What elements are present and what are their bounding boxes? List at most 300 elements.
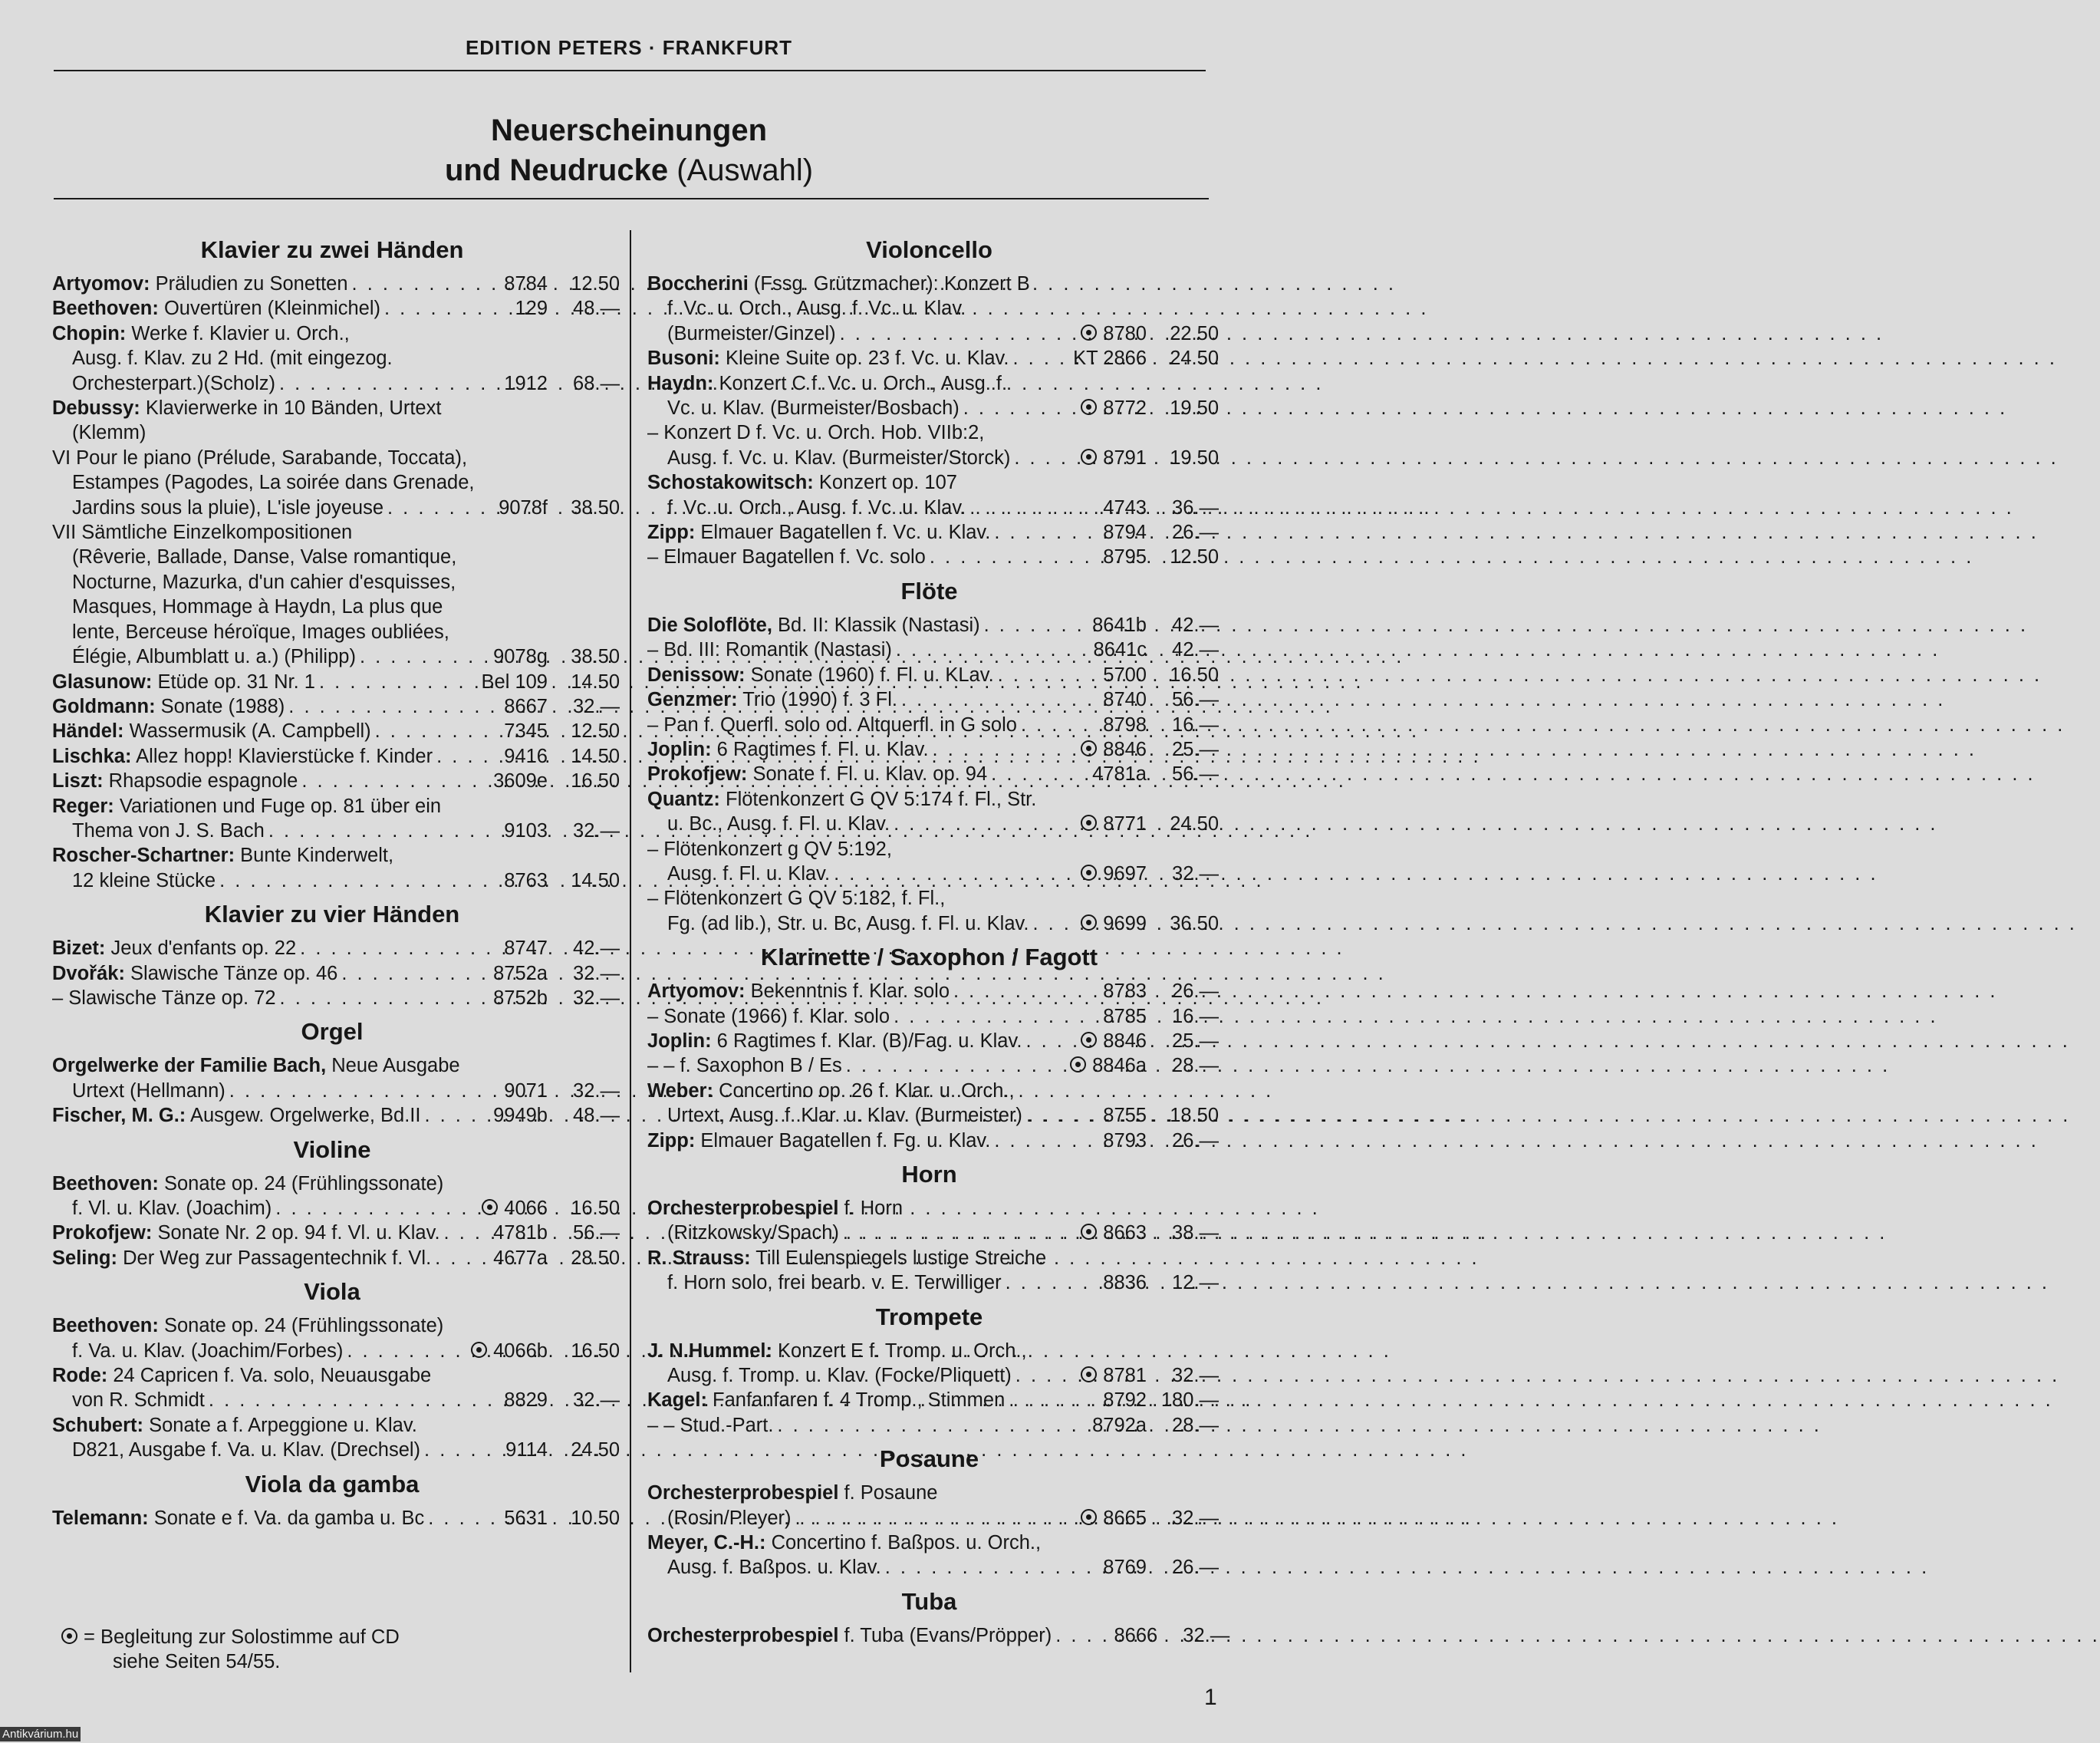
section: [647, 1580, 1230, 1648]
catalog-entry: [52, 936, 620, 960]
entry-text: [52, 744, 433, 769]
leader-dots: [380, 296, 488, 321]
composer-name: Die Soloflöte,: [647, 614, 772, 636]
section-title: Violine: [293, 1135, 371, 1163]
cd-icon: [1081, 914, 1097, 931]
catalog-number: [1058, 396, 1147, 420]
catalog-number-value: KT 2866: [1073, 348, 1147, 370]
catalog-number: [1058, 1363, 1147, 1388]
work-title: 12 kleine Stücke: [72, 869, 216, 891]
section-title: Posaune: [879, 1445, 979, 1473]
entry-text: [72, 1196, 272, 1221]
catalog-number-value: 9078f: [499, 496, 548, 519]
entry-text: [72, 644, 356, 669]
work-title: u. Bc., Ausg. f. Fl. u. Klav.: [667, 813, 890, 835]
composer-name: Weber:: [647, 1079, 713, 1102]
catalog-number: [1058, 346, 1147, 371]
leader-dots: [383, 496, 488, 520]
entry-text: [72, 620, 449, 644]
entry-text: [647, 762, 987, 786]
leader-dots: [433, 744, 488, 769]
entry-line: [52, 1438, 620, 1462]
section-title: Horn: [901, 1161, 957, 1188]
work-title: Werke f. Klavier u. Orch.,: [131, 322, 350, 344]
entry-line: [647, 1103, 1219, 1128]
work-title: Bd. II: Klassik (Nastasi): [778, 614, 980, 636]
entry-line: [52, 744, 620, 769]
work-title: Trio (1990) f. 3 Fl.: [742, 689, 897, 711]
catalog-number-value: 1912: [504, 372, 548, 394]
entry-line: [647, 496, 1219, 520]
leader-dots: [792, 1506, 1058, 1530]
catalog-entry: [647, 1029, 1219, 1053]
entry-text: [647, 1029, 1022, 1053]
entry-text: [52, 936, 296, 960]
work-title: Rhapsodie espagnole: [108, 770, 298, 792]
price: 56.—: [1172, 763, 1219, 786]
work-title: – Pan f. Querfl. solo od. Altquerfl. in G solo: [647, 713, 1017, 736]
work-title: – Elmauer Bagatellen f. Vc. solo: [647, 546, 926, 568]
work-title: Sonate (1960) f. Fl. u. KLav.: [750, 664, 994, 686]
entry-line: [52, 644, 620, 669]
catalog-entry: [647, 1246, 1219, 1296]
work-title: f. Vl. u. Klav. (Joachim): [72, 1198, 272, 1219]
entry-text: [667, 1103, 1022, 1128]
cd-icon: [1081, 449, 1097, 465]
catalog-number-value: 8769: [1103, 1557, 1147, 1579]
catalog-number: [1058, 762, 1147, 786]
entry-text: [647, 1004, 890, 1029]
section: [647, 1438, 1219, 1580]
price: 32.—: [573, 1389, 620, 1412]
leader-dots: [950, 979, 1058, 1003]
composer-name: Händel:: [52, 720, 124, 743]
leader-dots: [1017, 713, 1058, 737]
catalog-entry: [647, 737, 1219, 762]
entry-line: [52, 496, 620, 520]
page-title-bold: und Neudrucke: [444, 153, 669, 187]
composer-name: Haydn:: [647, 372, 714, 394]
catalog-entry: [52, 1103, 620, 1128]
price: 32.—: [1172, 1507, 1219, 1529]
catalog-number-value: 8665: [1103, 1507, 1147, 1529]
composer-name: Roscher-Schartner:: [52, 845, 235, 867]
leader-dots: [337, 961, 488, 986]
cd-icon: [471, 1342, 487, 1358]
work-title: Sonate Nr. 2 op. 94 f. Vl. u. Klav.: [157, 1222, 440, 1244]
entry-text: [72, 570, 456, 595]
catalog-number-value: 4066b: [493, 1339, 548, 1362]
catalog-number: [488, 1438, 548, 1462]
price: 22.50: [1170, 322, 1219, 344]
entry-line: [52, 321, 620, 346]
footnote-line1: [61, 1625, 400, 1649]
price: 48.—: [573, 1105, 620, 1127]
catalog-number-value: Bel 109: [481, 671, 548, 693]
entry-text: [647, 886, 945, 911]
leader-dots: [1029, 911, 1058, 936]
price: 16.—: [1172, 713, 1219, 736]
leader-dots: [959, 396, 1058, 420]
work-title: Sonate a f. Arpeggione u. Klav.: [149, 1414, 417, 1436]
entry-line: [52, 1363, 620, 1388]
catalog-number-value: 8667: [504, 695, 548, 717]
entry-text: [52, 296, 380, 321]
catalog-number-value: 5700: [1103, 664, 1147, 686]
catalog-number: [482, 670, 548, 694]
cd-icon: [1070, 1056, 1086, 1072]
work-title: f. Va. u. Klav. (Joachim/Forbes): [72, 1339, 344, 1362]
price: 32.—: [573, 1079, 620, 1102]
entry-text: [72, 346, 393, 371]
work-title: (Burmeister/Ginzel): [667, 322, 836, 344]
title-rule: [54, 198, 1209, 199]
entry-line: [647, 470, 1219, 495]
entry-line: [52, 396, 620, 420]
entry-text: [52, 520, 352, 545]
price: 25.—: [1172, 738, 1219, 760]
catalog-number-value: 9949b: [493, 1105, 548, 1127]
catalog-number: [1058, 737, 1147, 762]
catalog-entry: [647, 1196, 1219, 1246]
composer-name: Zipp:: [647, 522, 696, 544]
publisher-header: EDITION PETERS · FRANKFURT: [465, 36, 793, 59]
catalog-number: [488, 296, 548, 321]
work-title: 6 Ragtimes f. Fl. u. Klav.: [716, 738, 929, 760]
leader-dots: [420, 1103, 488, 1128]
entry-line: [647, 911, 1219, 936]
price: 32.—: [573, 987, 620, 1009]
catalog-number: [488, 644, 548, 669]
leader-dots: [1010, 446, 1058, 470]
catalog-number-value: 5631: [504, 1507, 548, 1529]
price: 36.50: [1170, 912, 1219, 934]
cd-icon: [1081, 865, 1097, 881]
leader-dots: [343, 1339, 471, 1363]
catalog-number: [488, 371, 548, 396]
catalog-entry: [647, 1388, 1219, 1412]
catalog-entry: [52, 1221, 620, 1245]
catalog-number: [1058, 1413, 1147, 1438]
page-title-line2: [0, 153, 1258, 188]
entry-text: [647, 663, 994, 687]
work-title: Till Eulenspiegels lustige Streiche: [755, 1247, 1047, 1269]
entry-line: [52, 986, 620, 1010]
composer-name: Beethoven:: [52, 1315, 159, 1337]
section-title: Viola: [304, 1278, 360, 1306]
price: 32.—: [573, 962, 620, 984]
catalog-number-value: 8752a: [493, 962, 548, 984]
price: 32.—: [573, 819, 620, 842]
leader-dots: [348, 272, 488, 296]
entry-text: [52, 1363, 431, 1388]
catalog-number-value: 8793: [1103, 1129, 1147, 1152]
entry-text: [52, 719, 371, 743]
price: 38.50: [571, 646, 620, 668]
work-title: Vc. u. Klav. (Burmeister/Bosbach): [667, 397, 959, 420]
entry-text: [647, 787, 1036, 812]
entry-line: [647, 862, 1219, 886]
work-title: Ausg. f. Baßpos. u. Klav.: [667, 1557, 881, 1579]
catalog-number-value: 8846a: [1092, 1055, 1147, 1077]
entry-line: [647, 1339, 1219, 1363]
work-title: Ausgew. Orgelwerke, Bd.II: [189, 1105, 421, 1127]
catalog-number-value: 4066: [504, 1198, 548, 1219]
leader-dots: [926, 545, 1058, 569]
work-title: lente, Berceuse héroïque, Images oubliées,: [72, 621, 449, 643]
entry-line: [52, 470, 620, 495]
entry-line: [647, 638, 1219, 662]
work-title: (Ritzkowsky/Spach): [667, 1222, 839, 1244]
entry-line: [52, 670, 620, 694]
catalog-entry: [647, 787, 1219, 837]
leader-dots: [881, 1555, 1058, 1580]
leader-dots: [276, 986, 488, 1010]
leader-dots: [836, 321, 1058, 346]
entry-text: [667, 812, 890, 836]
price: 12.50: [571, 720, 620, 743]
entry-text: [72, 420, 146, 445]
entry-line: [647, 886, 1219, 911]
catalog-entry: [647, 1053, 1219, 1078]
price: 24.50: [1170, 813, 1219, 835]
composer-name: Reger:: [52, 795, 114, 817]
leader-dots: [987, 762, 1058, 786]
catalog-entry: [647, 837, 1219, 887]
entry-line: [647, 1388, 1219, 1412]
price: 18.50: [1170, 1105, 1219, 1127]
price: 12.50: [571, 273, 620, 295]
leader-dots: [897, 687, 1058, 712]
work-title: Orchesterpart.)(Scholz): [72, 372, 275, 394]
entry-text: [647, 371, 1007, 396]
entry-line: [647, 1363, 1219, 1388]
price: 42.—: [573, 937, 620, 960]
entry-line: [647, 979, 1219, 1003]
catalog-entry: [647, 638, 1219, 662]
composer-name: Lischka:: [52, 745, 132, 767]
catalog-number: [488, 272, 548, 296]
composer-name: Debussy:: [52, 397, 140, 420]
right-column: [647, 229, 1230, 1648]
catalog-number-value: 8772: [1103, 397, 1147, 420]
catalog-number-value: 8798: [1103, 713, 1147, 736]
catalog-number: [1058, 496, 1147, 520]
price: 24.50: [571, 1439, 620, 1461]
price: 26.—: [1172, 1557, 1219, 1579]
price: 56.—: [1172, 689, 1219, 711]
composer-name: Beethoven:: [52, 1172, 159, 1194]
work-title: Ouvertüren (Kleinmichel): [163, 298, 380, 320]
catalog-entry: [647, 1129, 1219, 1153]
catalog-entry: [52, 670, 620, 694]
entry-line: [647, 1530, 1219, 1555]
section: [52, 229, 620, 893]
catalog-number-value: 8846: [1103, 1030, 1147, 1052]
entry-line: [647, 371, 1219, 396]
catalog-number: [1058, 911, 1147, 936]
work-title: Klavierwerke in 10 Bänden, Urtext: [145, 397, 442, 420]
entry-text: [647, 837, 892, 862]
work-title: – – f. Saxophon B / Es: [647, 1055, 842, 1077]
entry-text: [52, 321, 350, 346]
catalog-entry: [647, 272, 1219, 346]
entry-text: [667, 1506, 792, 1530]
work-title: (Klemm): [72, 422, 146, 444]
work-title: Sonate (1988): [160, 695, 285, 717]
composer-name: R. Strauss:: [647, 1247, 751, 1269]
work-title: – Bd. III: Romantik (Nastasi): [647, 639, 892, 661]
entry-line: [647, 420, 1219, 445]
price: 28.—: [1172, 1414, 1219, 1436]
work-title: Masques, Hommage à Haydn, La plus que: [72, 596, 443, 618]
entry-line: [52, 1171, 620, 1196]
work-title: Sonate op. 24 (Frühlingssonate): [163, 1315, 444, 1337]
entry-text: [72, 371, 275, 396]
entry-text: [72, 496, 383, 520]
composer-name: Busoni:: [647, 348, 720, 370]
price: 28.—: [1172, 1055, 1219, 1077]
leader-dots: [990, 1129, 1058, 1153]
entry-text: [52, 1506, 424, 1530]
work-title: Thema von J. S. Bach: [72, 819, 265, 842]
entry-line: [52, 868, 620, 893]
catalog-number: [1058, 687, 1147, 712]
section-title: Tuba: [901, 1587, 957, 1615]
leader-dots: [1022, 1029, 1058, 1053]
leader-dots: [265, 819, 488, 843]
price: 19.50: [1170, 446, 1219, 469]
leader-dots: [216, 868, 488, 893]
composer-name: Schostakowitsch:: [647, 472, 814, 494]
section-title: Orgel: [301, 1018, 364, 1046]
entry-line: [52, 1196, 620, 1221]
section-title: Flöte: [900, 577, 958, 605]
catalog-entry: [52, 961, 620, 986]
entry-text: [647, 1129, 990, 1153]
composer-name: Dvořák:: [52, 962, 125, 984]
price: 16.—: [1172, 1005, 1219, 1027]
catalog-entry: [52, 694, 620, 719]
work-title: Flötenkonzert G QV 5:174 f. Fl., Str.: [726, 788, 1037, 810]
catalog-number: [1058, 1004, 1147, 1029]
entry-line: [647, 296, 1219, 321]
work-title: Ausg. f. Klav. zu 2 Hd. (mit eingezog.: [72, 348, 393, 370]
price: 16.50: [1170, 664, 1219, 686]
entry-line: [52, 819, 620, 843]
leader-dots: [356, 644, 488, 669]
price: 16.50: [571, 1198, 620, 1219]
entry-line: [647, 737, 1219, 762]
catalog-number-value: 9103: [504, 819, 548, 842]
composer-name: Bizet:: [52, 937, 106, 960]
entry-text: [647, 1623, 1052, 1648]
entry-line: [52, 1339, 620, 1363]
leader-dots: [839, 1221, 1058, 1245]
entry-text: [52, 1313, 443, 1338]
catalog-number: [488, 719, 548, 743]
cd-icon: [1081, 1366, 1097, 1382]
entry-text: [647, 687, 897, 712]
entry-line: [52, 1103, 620, 1128]
catalog-number: [1058, 545, 1147, 569]
leader-dots: [892, 638, 1058, 662]
catalog-entry: [647, 886, 1219, 936]
catalog-number-value: 8795: [1103, 546, 1147, 568]
entry-line: [647, 1270, 1219, 1295]
catalog-number-value: 8836: [1103, 1272, 1147, 1294]
catalog-entry: [52, 719, 620, 743]
entry-line: [52, 272, 620, 296]
work-title: Bunte Kinderwelt,: [240, 845, 394, 867]
leader-dots: [830, 862, 1058, 886]
catalog-number: [488, 1506, 548, 1530]
catalog-number: [482, 1196, 548, 1221]
leader-dots: [225, 1079, 488, 1103]
entry-text: [667, 446, 1010, 470]
catalog-number: [488, 694, 548, 719]
catalog-number: [488, 769, 548, 793]
leader-dots: [890, 1004, 1058, 1029]
entry-line: [647, 613, 1219, 638]
section-title: Trompete: [875, 1303, 983, 1330]
work-title: VII Sämtliche Einzelkompositionen: [52, 522, 353, 544]
entry-line: [52, 420, 620, 445]
catalog-entry: [52, 446, 620, 520]
price: 38.—: [1172, 1222, 1219, 1244]
entry-line: [647, 1623, 1230, 1648]
work-title: Concertino f. Baßpos. u. Orch.,: [771, 1532, 1042, 1554]
entry-text: [647, 272, 1030, 296]
entry-line: [647, 663, 1219, 687]
entry-line: [647, 1555, 1219, 1580]
composer-name: Rode:: [52, 1365, 108, 1387]
entry-text: [647, 1053, 842, 1078]
leader-dots: [285, 694, 488, 719]
entry-text: [72, 819, 265, 843]
entry-text: [72, 868, 216, 893]
entry-text: [52, 694, 285, 719]
composer-name: J. N.Hummel:: [647, 1339, 772, 1362]
cd-icon: [1081, 1032, 1097, 1048]
cd-icon: [1081, 1509, 1097, 1525]
footnote-line2: siehe Seiten 54/55.: [113, 1651, 281, 1672]
entry-text: [647, 713, 1017, 737]
work-title: Sonate e f. Va. da gamba u. Bc: [153, 1507, 425, 1529]
work-title: Ausg. f. Tromp. u. Klav. (Focke/Pliquett): [667, 1365, 1012, 1387]
top-rule: [54, 70, 1206, 71]
entry-line: [52, 570, 620, 595]
catalog-number: [1058, 446, 1147, 470]
section: [52, 1270, 620, 1462]
leader-dots: [298, 769, 488, 793]
catalog-number: [1058, 1555, 1147, 1580]
entry-line: [647, 837, 1219, 862]
entry-text: [667, 396, 959, 420]
work-title: Bekenntnis f. Klar. solo: [750, 980, 950, 1003]
composer-name: Prokofjew:: [52, 1222, 153, 1244]
composer-name: Orgelwerke der Familie Bach,: [52, 1055, 327, 1077]
work-title: f. Vc. u. Orch., Ausg. f. Vc. u. Klav.: [667, 298, 966, 320]
leader-dots: [315, 670, 482, 694]
price: 26.—: [1172, 1129, 1219, 1152]
catalog-number: [471, 1339, 548, 1363]
work-title: Jeux d'enfants op. 22: [110, 937, 297, 960]
entry-line: [52, 936, 620, 960]
catalog-number: [488, 961, 548, 986]
composer-name: Fischer, M. G.:: [52, 1105, 186, 1127]
catalog-number: [1058, 520, 1147, 545]
